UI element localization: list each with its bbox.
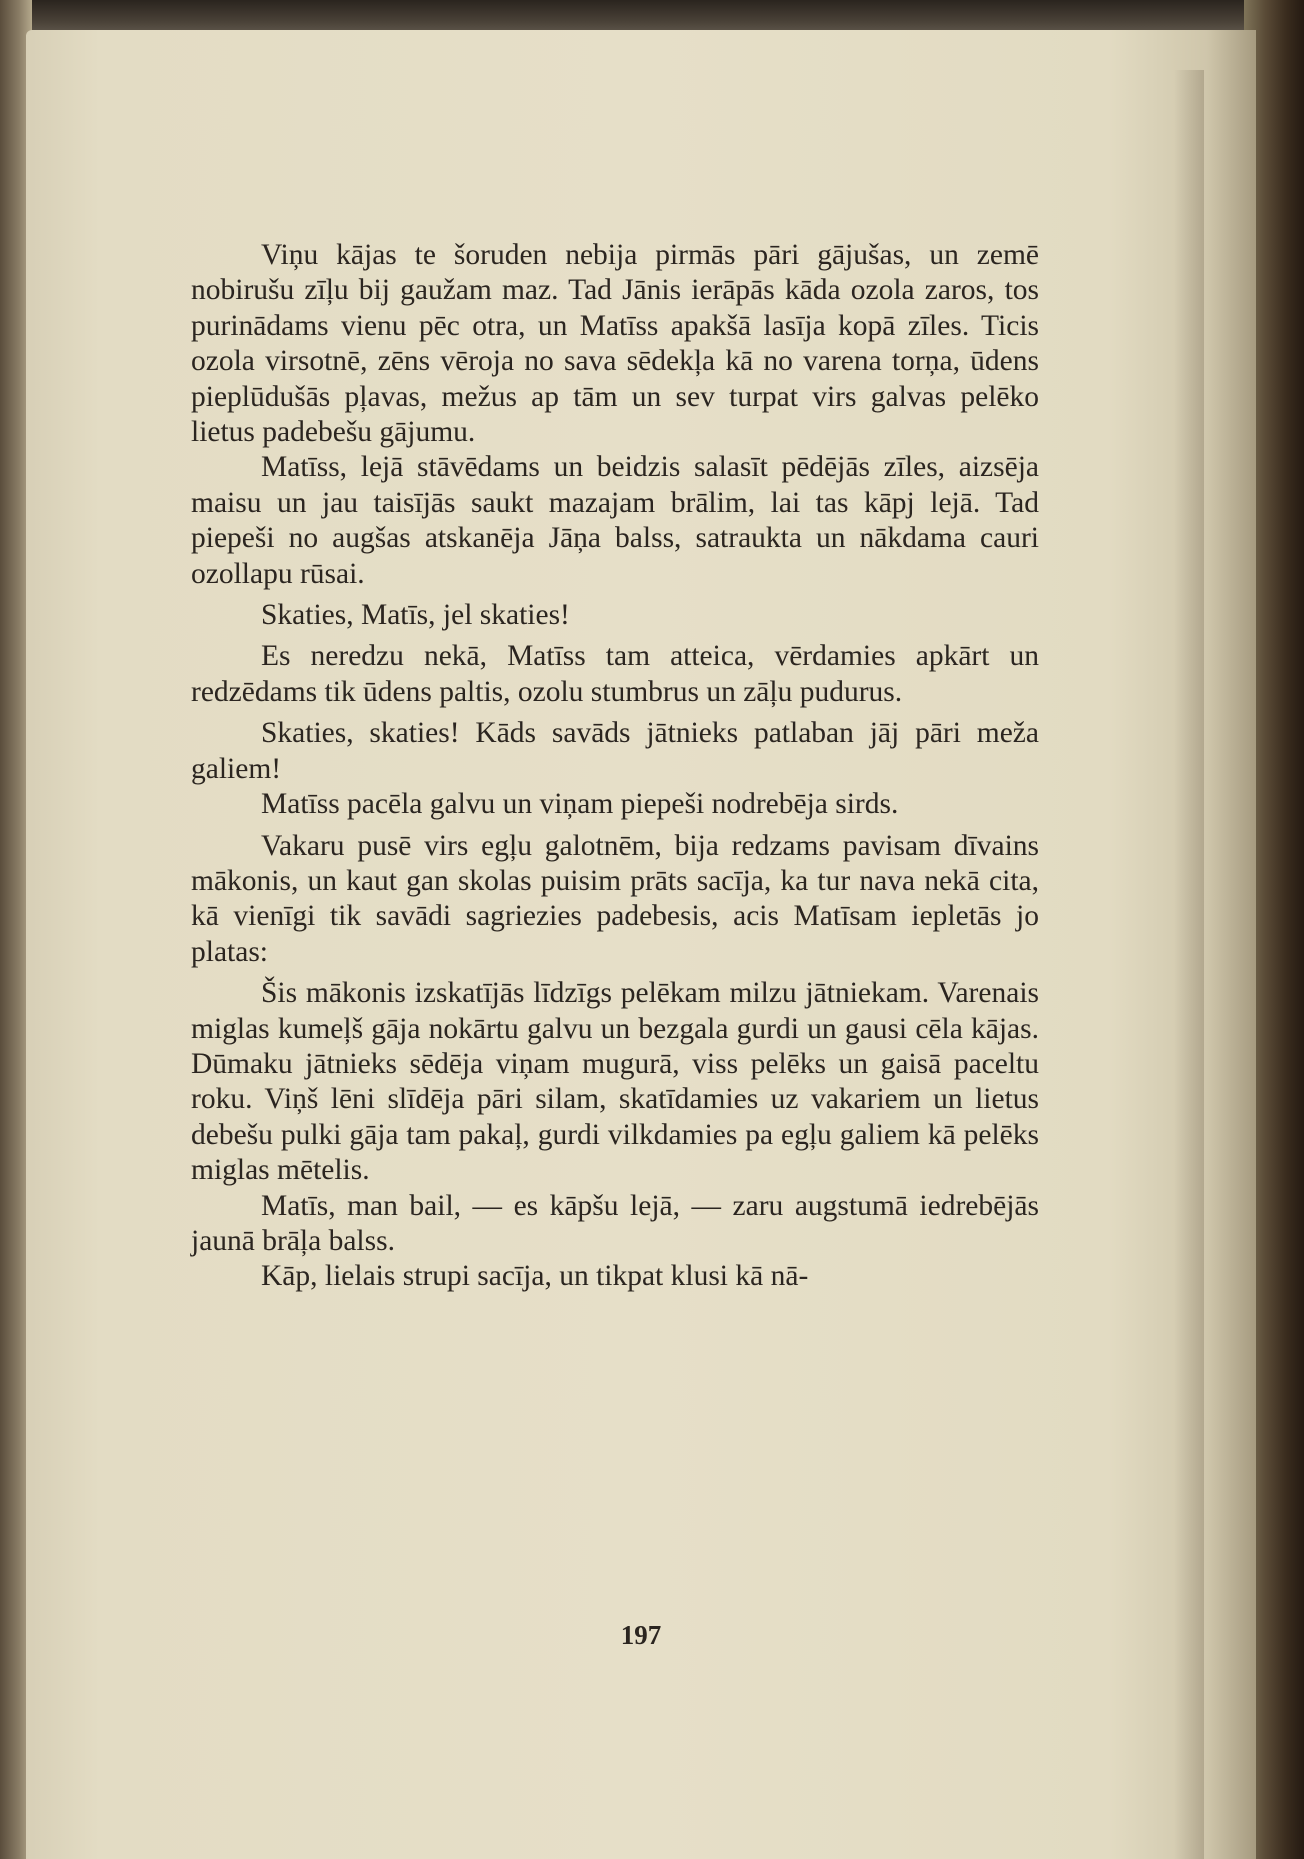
body-text bbox=[191, 238, 1039, 1295]
paragraph-3: Skaties, Matīs, jel skaties! bbox=[261, 599, 570, 632]
paragraph-7: Vakaru pusē virs egļu galotnēm, bija redzams pavisam dīvains mākonis, un kaut gan skolas puisim prāts sacīja, ka tur nava nekā cita, kā vienīgi tik savādi sagriezies padebesis, acis Matīsam iepletās jo platas: bbox=[191, 829, 1039, 968]
paragraph-6: Matīss pacēla galvu un viņam piepeši nodrebēja sirds. bbox=[261, 788, 899, 821]
paragraph-10: Kāp, lielais strupi sacīja, un tikpat klusi kā nā- bbox=[261, 1260, 809, 1293]
gutter-shadow bbox=[1174, 70, 1204, 1859]
paragraph-9: Matīs, man bail, — es kāpšu lejā, — zaru augstumā iedrebējās jaunā brāļa balss. bbox=[191, 1189, 1039, 1257]
paragraph-4: Es neredzu nekā, Matīss tam atteica, vērdamies apkārt un redzēdams tik ūdens paltis, ozolu stumbrus un zāļu pudurus. bbox=[191, 640, 1039, 708]
paragraph-5: Skaties, skaties! Kāds savāds jātnieks patlaban jāj pāri meža galiem! bbox=[191, 717, 1039, 785]
paragraph-8: Šis mākonis izskatījās līdzīgs pelēkam milzu jātniekam. Varenais miglas kumeļš gāja nokārtu galvu un bezgala gurdi un gausi cēla kājas. Dūmaku jātnieks sēdēja viņam mugurā, viss pelēks un gaisā paceltu roku. Viņš lēni slīdēja pāri silam, skatīdamies uz vakariem un lietus debešu pulki gāja tam pakaļ, gurdi vilkdamies pa egļu galiem kā pelēks miglas mētelis. bbox=[191, 977, 1039, 1187]
book-page bbox=[26, 30, 1256, 1859]
paragraph-1: Viņu kājas te šoruden nebija pirmās pāri gājušas, un zemē nobirušu zīļu bij gaužam maz. Tad Jānis ierāpās kāda ozola zaros, tos purinādams vienu pēc otra, un Matīss apakšā lasīja kopā zīles. Ticis ozola virsotnē, zēns vēroja no sava sēdekļa kā no varena torņa, ūdens pieplūdušās pļavas, mežus ap tām un sev turpat virs galvas pelēko lietus padebešu gājumu. bbox=[191, 239, 1039, 449]
page-number: 197 bbox=[620, 1620, 662, 1650]
paragraph-2: Matīss, lejā stāvēdams un beidzis salasīt pēdējās zīles, aizsēja maisu un jau taisījās saukt mazajam brālim, lai tas kāpj lejā. Tad piepeši no augšas atskanēja Jāņa balss, satraukta un nākdama cauri ozollapu rūsai. bbox=[191, 451, 1039, 590]
